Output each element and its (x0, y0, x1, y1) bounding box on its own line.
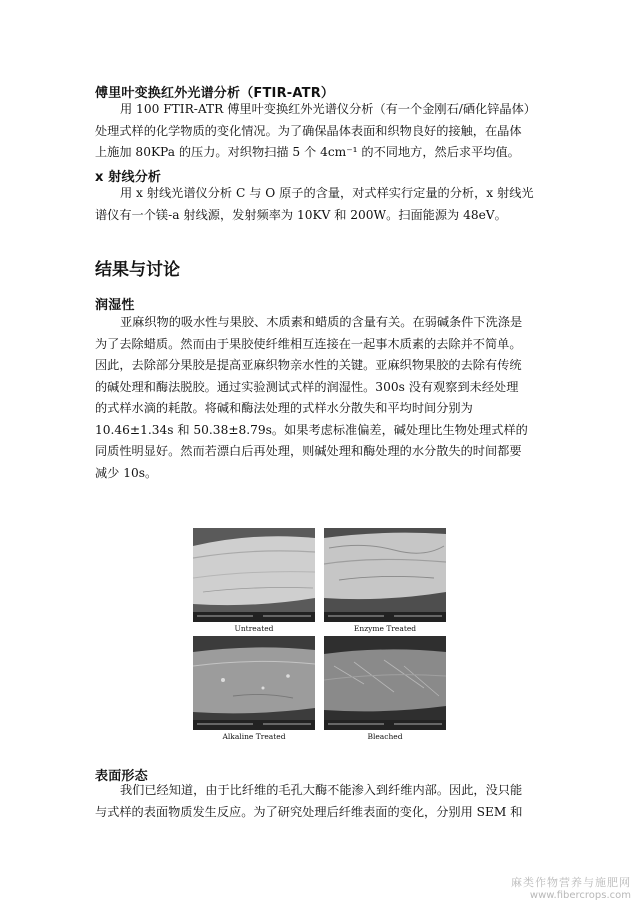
surface-paragraph (95, 780, 547, 823)
surface-line-1: 我们已经知道，由于比纤维的毛孔大酶不能渗入到纤维内部。因此，没只能 (120, 783, 523, 797)
ftir-line-3: 上施加 80KPa 的压力。对织物扫描 5 个 4cm⁻¹ 的不同地方，然后求平均值。 (95, 145, 520, 159)
wetting-line-5: 的式样水滴的耗散。将碱和酶法处理的式样水分散失和平均时间分别为 (95, 401, 473, 415)
ftir-paragraph (95, 99, 547, 164)
sem-image-untreated (193, 528, 315, 622)
results-heading: 结果与讨论 (95, 260, 180, 280)
watermark-site-name: 麻类作物营养与施肥网 (511, 876, 631, 889)
sem-image-bleached (324, 636, 446, 730)
caption-bleached: Bleached (367, 732, 403, 741)
sem-figure (193, 528, 446, 741)
xray-line-1: 用 x 射线光谱仪分析 C 与 O 原子的含量，对式样实行定量的分析，x 射线光 (120, 186, 534, 200)
wetting-line-6: 10.46±1.34s 和 50.38±8.79s。如果考虑标准偏差，碱处理比生物处理式样的 (95, 422, 528, 437)
sem-image-alkaline (193, 636, 315, 730)
xray-line-2: 谱仪有一个镁-a 射线源，发射频率为 10KV 和 200W。扫面能源为 48eV。 (95, 207, 507, 222)
wetting-line-2: 为了去除蜡质。然而由于果胶使纤维相互连接在一起事木质素的去除并不简单。 (95, 336, 522, 351)
caption-untreated: Untreated (234, 624, 274, 633)
wetting-paragraph (95, 312, 547, 484)
watermark-url: www.fibercrops.com (529, 890, 631, 901)
wetting-line-4: 的碱处理和酶法脱胶。通过实验测试式样的润湿性。300s 没有观察到未经处理 (95, 379, 519, 394)
wetting-line-8: 减少 10s。 (95, 465, 158, 480)
ftir-line-2: 处理式样的化学物质的变化情况。为了确保晶体表面和织物良好的接触，在晶体 (95, 123, 522, 138)
sem-image-enzyme (324, 528, 446, 622)
site-watermark (511, 874, 631, 901)
ftir-heading: 傅里叶变换红外光谱分析（FTIR-ATR） (95, 86, 335, 101)
wetting-line-1: 亚麻织物的吸水性与果胶、木质素和蜡质的含量有关。在弱碱条件下洗涤是 (120, 315, 523, 329)
xray-heading: x 射线分析 (95, 170, 162, 185)
surface-line-2: 与式样的表面物质发生反应。为了研究处理后纤维表面的变化，分别用 SEM 和 (95, 804, 523, 819)
wetting-line-3: 因此，去除部分果胶是提高亚麻织物亲水性的关键。亚麻织物果胶的去除有传统 (95, 358, 522, 372)
caption-alkaline: Alkaline Treated (222, 732, 286, 741)
xray-paragraph (95, 183, 547, 226)
surface-heading: 表面形态 (95, 769, 148, 784)
wetting-line-7: 同质性明显好。然而若漂白后再处理，则碱处理和酶处理的水分散失的时间都要 (95, 444, 522, 458)
wetting-heading: 润湿性 (95, 298, 135, 313)
caption-enzyme: Enzyme Treated (353, 624, 417, 633)
ftir-line-1: 用 100 FTIR-ATR 傅里叶变换红外光谱仪分析（有一个金刚石/硒化锌晶体） (120, 102, 536, 116)
